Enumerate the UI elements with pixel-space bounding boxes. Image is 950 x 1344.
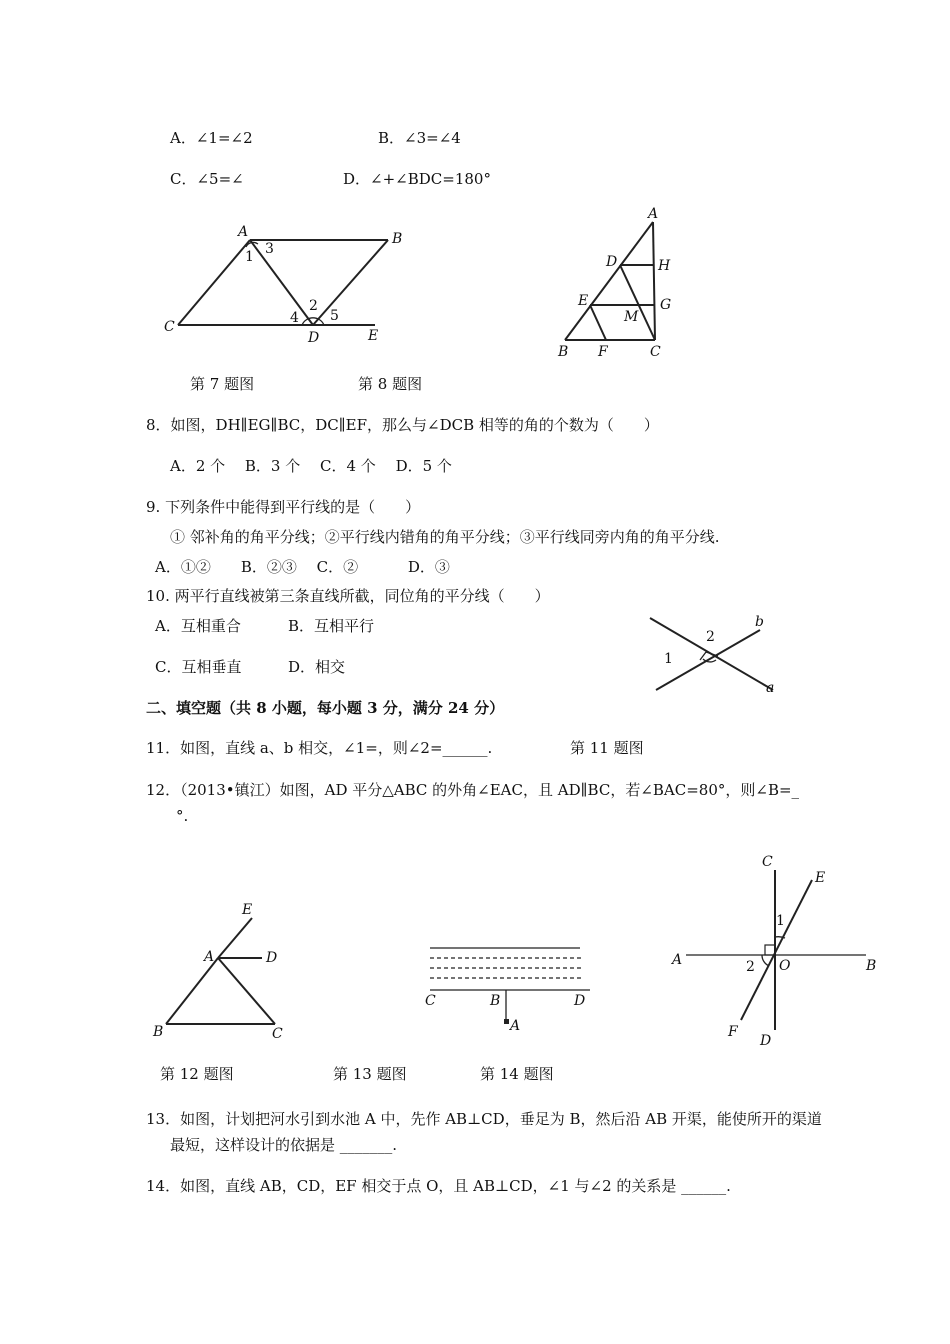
fig14-label-f: F: [728, 1024, 738, 1040]
fig8-label-g: G: [660, 297, 672, 313]
fig12-label-c: C: [272, 1026, 283, 1042]
fig7-angle-2: 2: [309, 298, 318, 314]
fig13-label-c: C: [425, 993, 436, 1009]
q7-option-d: D．∠+∠BDC=180°: [343, 170, 491, 188]
q7-option-b: B．∠3=∠4: [378, 129, 461, 147]
fig13-label-d: D: [574, 993, 586, 1009]
fig14-label-b: B: [866, 958, 877, 974]
fig14-angle-1: 1: [776, 913, 785, 929]
fig7-caption: 第 7 题图: [190, 375, 255, 393]
fig14-label-e: E: [815, 870, 826, 886]
q14-stem: 14．如图，直线 AB，CD，EF 相交于点 O，且 AB⊥CD，∠1 与∠2 的关系是 ______.: [146, 1177, 731, 1195]
fig13-label-a: A: [510, 1018, 521, 1034]
section-2-heading: 二、填空题（共 8 小题，每小题 3 分，满分 24 分）: [146, 699, 505, 717]
q12-line-1: 12．（2013•镇江）如图，AD 平分△ABC 的外角∠EAC，且 AD∥BC，若∠BAC=80°，则∠B=_: [146, 781, 800, 799]
fig8-label-h: H: [658, 258, 671, 274]
fig14-label-o: O: [779, 958, 791, 974]
fig7-label-d: D: [308, 330, 320, 346]
fig14-label-c: C: [762, 854, 773, 870]
q13-line-1: 13．如图，计划把河水引到水池 A 中，先作 AB⊥CD，垂足为 B，然后沿 AB 开渠，能使所开的渠道: [146, 1110, 822, 1128]
fig11-label-b: b: [755, 614, 764, 630]
q7-option-c: C．∠5=∠: [170, 170, 244, 188]
q12-line-2: °.: [176, 807, 189, 825]
q13-line-2: 最短，这样设计的依据是 _______.: [170, 1136, 398, 1154]
fig13-label-b: B: [490, 993, 501, 1009]
fig14-label-a: A: [672, 952, 683, 968]
fig7-label-b: B: [392, 231, 403, 247]
fig7-angle-3: 3: [265, 241, 274, 257]
fig7-angle-1: 1: [245, 249, 254, 265]
fig12-label-a: A: [204, 949, 215, 965]
fig8-label-d: D: [606, 254, 618, 270]
fig11-angle-1: 1: [664, 651, 673, 667]
q8-options: A．2 个 B．3 个 C．4 个 D．5 个: [170, 457, 452, 475]
q10-option-b: B．互相平行: [288, 617, 375, 635]
q10-option-d: D．相交: [288, 658, 346, 676]
fig8-label-f: F: [598, 344, 608, 360]
fig7-label-c: C: [164, 319, 175, 335]
q11-caption: 第 11 题图: [570, 739, 644, 757]
fig14-label-d: D: [760, 1033, 772, 1049]
q8-stem: 8．如图，DH∥EG∥BC，DC∥EF，那么与∠DCB 相等的角的个数为（ ）: [146, 416, 659, 434]
fig8-label-e: E: [578, 293, 589, 309]
fig8-caption: 第 8 题图: [358, 375, 423, 393]
fig11-label-a: a: [766, 680, 775, 696]
fig13-caption: 第 13 题图: [333, 1065, 407, 1083]
fig7-label-e: E: [368, 328, 379, 344]
fig8-label-a: A: [648, 206, 659, 222]
fig7-label-a: A: [238, 224, 249, 240]
fig7-angle-5: 5: [330, 308, 339, 324]
q7-option-a: A．∠1=∠2: [170, 129, 253, 147]
fig12-caption: 第 12 题图: [160, 1065, 234, 1083]
fig7-angle-4: 4: [290, 310, 299, 326]
q9-options: A．①② B．②③ C．② D．③: [155, 558, 450, 576]
q10-stem: 10. 两平行直线被第三条直线所截，同位角的平分线（ ）: [146, 587, 550, 605]
q9-stem: 9. 下列条件中能得到平行线的是（ ）: [146, 498, 421, 516]
fig14-caption: 第 14 题图: [480, 1065, 554, 1083]
q11-stem: 11．如图，直线 a、b 相交，∠1=，则∠2=______.: [146, 739, 493, 757]
q10-option-c: C．互相垂直: [155, 658, 242, 676]
q9-conditions: ① 邻补角的角平分线；②平行线内错角的角平分线；③平行线同旁内角的角平分线.: [170, 528, 720, 546]
q10-option-a: A．互相重合: [155, 617, 241, 635]
fig11-angle-2: 2: [706, 629, 715, 645]
fig8-label-c: C: [650, 344, 661, 360]
fig8-label-b: B: [558, 344, 569, 360]
fig8-label-m: M: [624, 309, 639, 325]
fig14-angle-2: 2: [746, 959, 755, 975]
fig12-label-e: E: [242, 902, 253, 918]
fig12-label-d: D: [266, 950, 278, 966]
fig12-label-b: B: [153, 1024, 164, 1040]
